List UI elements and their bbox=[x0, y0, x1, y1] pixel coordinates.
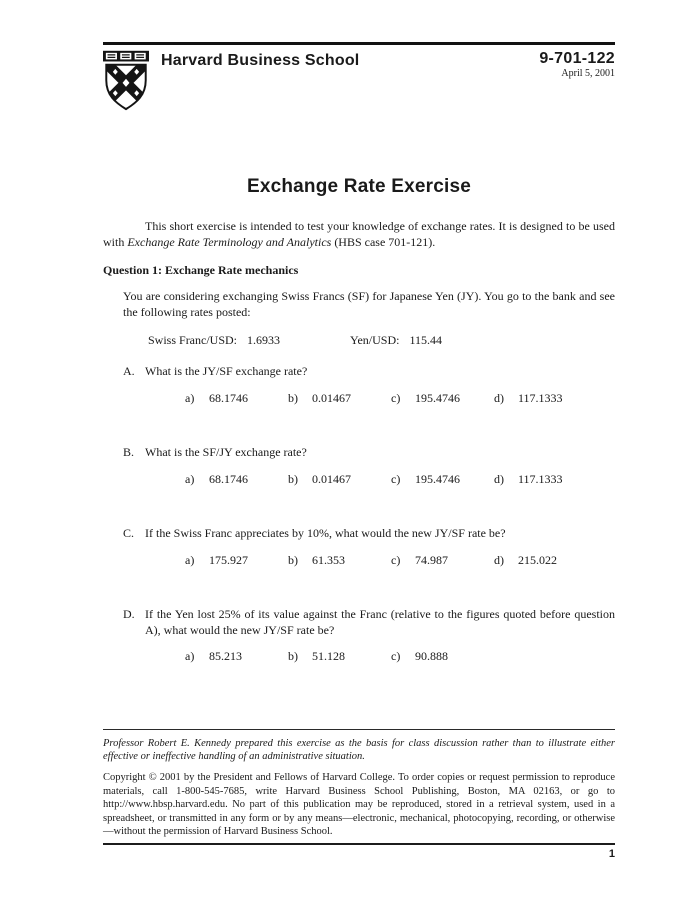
option-b-letter: b) bbox=[288, 553, 298, 567]
school-name: Harvard Business School bbox=[161, 52, 360, 69]
option-c-value: 195.4746 bbox=[415, 472, 460, 486]
option-c-letter: c) bbox=[391, 553, 401, 567]
option-d-value: 117.1333 bbox=[518, 391, 563, 405]
part-b-label: B. bbox=[123, 445, 135, 459]
page-number: 1 bbox=[608, 847, 615, 860]
part-b-options bbox=[103, 471, 615, 487]
question-1-heading: Question 1: Exchange Rate mechanics bbox=[103, 263, 299, 277]
option-d-letter: d) bbox=[494, 553, 504, 567]
rate-yen-value: 115.44 bbox=[409, 333, 443, 347]
option-a bbox=[185, 471, 288, 487]
posted-rates bbox=[103, 332, 615, 348]
rate-swiss-franc-label: Swiss Franc/USD: bbox=[148, 333, 238, 347]
option-c-letter: c) bbox=[391, 472, 401, 486]
part-b-text: What is the SF/JY exchange rate? bbox=[145, 445, 307, 459]
part-c-options bbox=[103, 552, 615, 568]
copyright-notice: Copyright © 2001 by the President and Fellows of Harvard College. To order copies or request permission to reproduce materials, call 1-800-545-7685, write Harvard Business School Publishing, Boston, MA 02163, or go to http://www.hbsp.harvard.edu. No part of this publication may be reproduced, stored in a retrieval system, used in a spreadsheet, or transmitted in any form or by any means—electronic, mechanical, photocopying, recording, or otherwise—without the permission of Harvard Business School. bbox=[103, 772, 615, 837]
option-b bbox=[288, 648, 391, 664]
part-d-text: If the Yen lost 25% of its value against the Franc (relative to the figures quoted before question A), what would the new JY/SF rate be? bbox=[145, 607, 615, 637]
rate-yen bbox=[350, 332, 442, 348]
document-date: April 5, 2001 bbox=[561, 68, 615, 79]
document-header bbox=[103, 50, 615, 114]
option-b-letter: b) bbox=[288, 472, 298, 486]
option-c-value: 74.987 bbox=[415, 553, 448, 567]
option-b bbox=[288, 552, 391, 568]
option-b-letter: b) bbox=[288, 649, 298, 663]
option-c bbox=[391, 648, 494, 664]
question-part-d bbox=[103, 606, 615, 664]
option-c-letter: c) bbox=[391, 391, 401, 405]
question-part-c bbox=[103, 525, 615, 568]
option-c bbox=[391, 390, 494, 406]
part-c-text: If the Swiss Franc appreciates by 10%, what would the new JY/SF rate be? bbox=[145, 526, 506, 540]
part-a-options bbox=[103, 390, 615, 406]
question-part-b bbox=[103, 444, 615, 487]
bottom-rule bbox=[103, 843, 615, 845]
option-b-value: 0.01467 bbox=[312, 391, 351, 405]
option-c bbox=[391, 552, 494, 568]
option-a bbox=[185, 390, 288, 406]
question-part-a bbox=[103, 363, 615, 406]
option-d-letter: d) bbox=[494, 472, 504, 486]
rate-yen-label: Yen/USD: bbox=[350, 333, 400, 347]
rate-swiss-franc bbox=[148, 332, 350, 348]
footnote-rule bbox=[103, 729, 615, 730]
option-d-value: 117.1333 bbox=[518, 472, 563, 486]
option-c-value: 90.888 bbox=[415, 649, 448, 663]
option-a-value: 175.927 bbox=[209, 553, 248, 567]
intro-text-2: (HBS case 701-121). bbox=[331, 235, 436, 249]
option-a bbox=[185, 648, 288, 664]
option-d bbox=[494, 552, 597, 568]
option-b-value: 51.128 bbox=[312, 649, 345, 663]
option-d-letter: d) bbox=[494, 391, 504, 405]
rate-swiss-franc-value: 1.6933 bbox=[247, 333, 281, 347]
option-b bbox=[288, 390, 391, 406]
option-a-letter: a) bbox=[185, 649, 195, 663]
option-d-value: 215.022 bbox=[518, 553, 557, 567]
page-title: Exchange Rate Exercise bbox=[246, 176, 472, 197]
option-c-value: 195.4746 bbox=[415, 391, 460, 405]
intro-paragraph bbox=[103, 218, 615, 250]
part-d-label: D. bbox=[123, 607, 135, 621]
intro-case-title: Exchange Rate Terminology and Analytics bbox=[127, 235, 332, 249]
option-a-value: 68.1746 bbox=[209, 391, 248, 405]
part-a-text: What is the JY/SF exchange rate? bbox=[145, 364, 308, 378]
option-d bbox=[494, 390, 597, 406]
option-b-value: 61.353 bbox=[312, 553, 345, 567]
header-rule bbox=[103, 42, 615, 45]
intro-text-1: This short exercise is intended to test your knowledge of exchange rates. It is designed to be used with bbox=[103, 219, 615, 249]
option-a-letter: a) bbox=[185, 391, 195, 405]
option-a-letter: a) bbox=[185, 472, 195, 486]
option-a-value: 68.1746 bbox=[209, 472, 248, 486]
author-footnote: Professor Robert E. Kennedy prepared this exercise as the basis for class discussion rather than to illustrate either effective or ineffective handling of an administrative situation. bbox=[103, 738, 615, 762]
option-d bbox=[494, 471, 597, 487]
option-c-letter: c) bbox=[391, 649, 401, 663]
option-a bbox=[185, 552, 288, 568]
option-b bbox=[288, 471, 391, 487]
hbs-shield-logo bbox=[103, 50, 149, 114]
option-b-letter: b) bbox=[288, 391, 298, 405]
option-b-value: 0.01467 bbox=[312, 472, 351, 486]
part-d-options bbox=[103, 648, 615, 664]
part-a-label: A. bbox=[123, 364, 135, 378]
question-1-setup: You are considering exchanging Swiss Francs (SF) for Japanese Yen (JY). You go to the bank and see the following rates posted: bbox=[123, 289, 615, 319]
document-number: 9-701-122 bbox=[539, 50, 615, 67]
option-c bbox=[391, 471, 494, 487]
part-c-label: C. bbox=[123, 526, 135, 540]
option-a-value: 85.213 bbox=[209, 649, 242, 663]
option-a-letter: a) bbox=[185, 553, 195, 567]
